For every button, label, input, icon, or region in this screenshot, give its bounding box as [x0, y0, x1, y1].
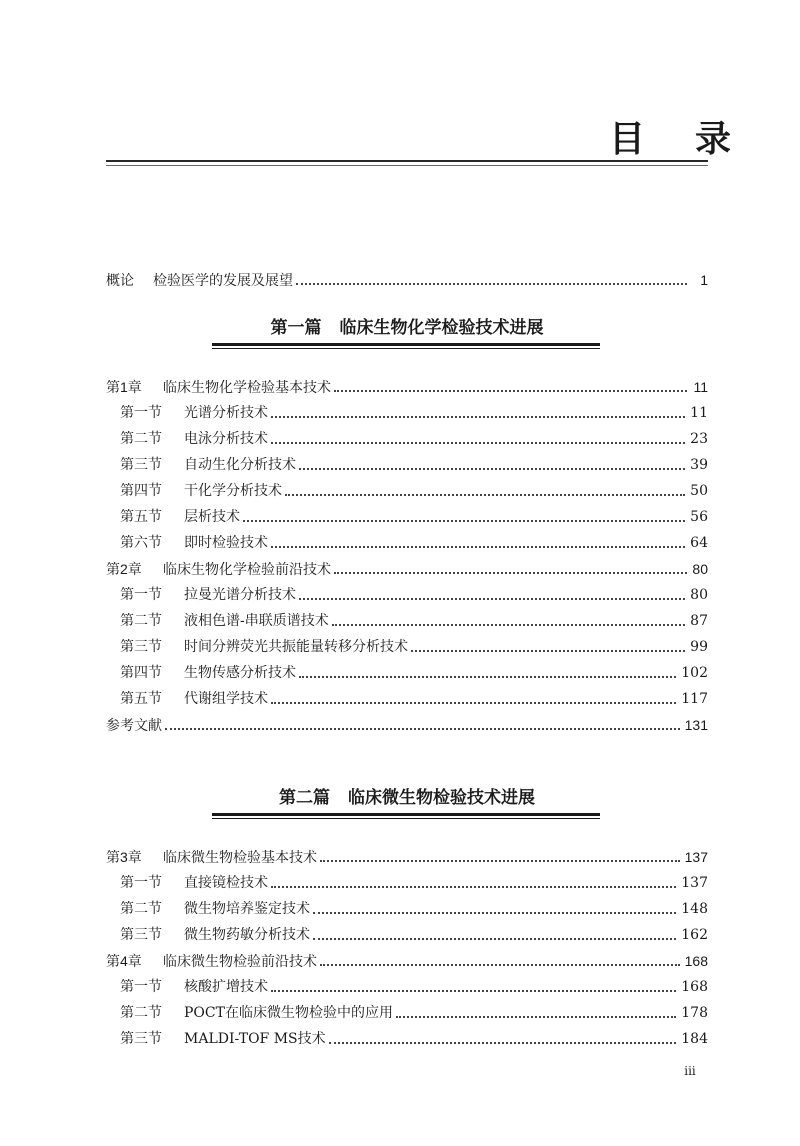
- section-title: 电泳分析技术: [184, 431, 268, 447]
- toc-section[interactable]: [106, 453, 708, 475]
- page-number: 162: [681, 927, 708, 943]
- dot-leader: [334, 390, 687, 392]
- chapter-title: 临床微生物检验前沿技术: [163, 953, 317, 969]
- section-label: 第六节: [120, 535, 162, 551]
- chapter-label: 第2章: [106, 561, 142, 577]
- section-title: 直接镜检技术: [184, 875, 268, 891]
- dot-leader: [271, 546, 685, 548]
- dot-leader: [334, 572, 687, 574]
- toc-section[interactable]: [106, 427, 708, 449]
- dot-leader: [271, 416, 685, 418]
- page-number: 64: [690, 535, 708, 551]
- chapter-label: 第3章: [106, 849, 142, 865]
- dot-leader: [271, 886, 676, 888]
- page-number: 39: [690, 457, 708, 473]
- section-title: 光谱分析技术: [184, 405, 268, 421]
- page-number: 148: [681, 901, 708, 917]
- chapter-label: 第4章: [106, 953, 142, 969]
- entry-title: 检验医学的发展及展望: [153, 272, 293, 288]
- references-title: 参考文献: [106, 717, 162, 733]
- section-label: 第二节: [120, 1005, 162, 1021]
- section-title: 层析技术: [184, 509, 240, 525]
- page-number: 184: [681, 1031, 708, 1047]
- section-label: 第二节: [120, 901, 162, 917]
- page-number: 168: [681, 979, 708, 995]
- toc-section[interactable]: [106, 401, 708, 423]
- section-label: 第三节: [120, 457, 162, 473]
- part-rule-2: [212, 813, 600, 819]
- page-number: 11: [690, 405, 708, 421]
- chapter-label: 第1章: [106, 379, 142, 395]
- part-rule-1: [212, 343, 600, 349]
- section-title: 液相色谱-串联质谱技术: [184, 613, 329, 629]
- chapter-title: 临床生物化学检验基本技术: [163, 379, 331, 395]
- toc-entry-intro[interactable]: [106, 268, 708, 290]
- page-number: 99: [690, 639, 708, 655]
- toc-section[interactable]: [106, 923, 708, 945]
- page-folio: iii: [684, 1064, 696, 1078]
- toc-section[interactable]: [106, 635, 708, 657]
- part-title: 临床微生物检验技术进展: [348, 788, 535, 807]
- entry-label: 概论: [106, 272, 134, 288]
- page-title: 目 录: [609, 118, 752, 159]
- section-title: 自动生化分析技术: [184, 457, 296, 473]
- dot-leader: [332, 624, 685, 626]
- page-number: 87: [690, 613, 708, 629]
- toc-section[interactable]: [106, 609, 708, 631]
- section-title: 微生物药敏分析技术: [184, 927, 310, 943]
- section-title: MALDI-TOF MS技术: [184, 1031, 326, 1047]
- toc-section[interactable]: [106, 687, 708, 709]
- toc-section[interactable]: [106, 897, 708, 919]
- dot-leader: [271, 702, 676, 704]
- dot-leader: [285, 494, 685, 496]
- dot-leader: [296, 283, 687, 285]
- section-label: 第五节: [120, 691, 162, 707]
- section-title: 核酸扩增技术: [184, 979, 268, 995]
- section-label: 第三节: [120, 1031, 162, 1047]
- page-number: 50: [690, 483, 708, 499]
- dot-leader: [271, 442, 685, 444]
- section-title: 即时检验技术: [184, 535, 268, 551]
- toc-chapter-1[interactable]: [106, 375, 708, 397]
- dot-leader: [165, 728, 680, 730]
- dot-leader: [243, 520, 685, 522]
- section-label: 第三节: [120, 927, 162, 943]
- dot-leader: [271, 990, 676, 992]
- dot-leader: [313, 938, 676, 940]
- toc-section[interactable]: [106, 1001, 708, 1023]
- part-heading-1: [106, 317, 708, 339]
- page-number: 102: [681, 665, 708, 681]
- section-title: 代谢组学技术: [184, 691, 268, 707]
- section-title: 干化学分析技术: [184, 483, 282, 499]
- page-number: 131: [684, 717, 708, 733]
- dot-leader: [396, 1016, 676, 1018]
- section-label: 第一节: [120, 587, 162, 603]
- section-label: 第五节: [120, 509, 162, 525]
- section-title: POCT在临床微生物检验中的应用: [184, 1005, 393, 1021]
- section-label: 第四节: [120, 483, 162, 499]
- page-number: 23: [690, 431, 708, 447]
- page-number: 178: [681, 1005, 708, 1021]
- toc-chapter-4[interactable]: [106, 949, 708, 971]
- dot-leader: [299, 598, 685, 600]
- page-number: 56: [690, 509, 708, 525]
- section-title: 微生物培养鉴定技术: [184, 901, 310, 917]
- toc-section[interactable]: [106, 531, 708, 553]
- chapter-title: 临床生物化学检验前沿技术: [163, 561, 331, 577]
- section-title: 拉曼光谱分析技术: [184, 587, 296, 603]
- dot-leader: [299, 468, 685, 470]
- page-number: 117: [681, 691, 708, 707]
- page-number: 1: [700, 272, 708, 288]
- section-label: 第一节: [120, 875, 162, 891]
- toc-section[interactable]: [106, 661, 708, 683]
- toc-section[interactable]: [106, 505, 708, 527]
- toc-chapter-2[interactable]: [106, 557, 708, 579]
- page-number: 137: [684, 849, 708, 865]
- toc-section[interactable]: [106, 479, 708, 501]
- toc-section[interactable]: [106, 871, 708, 893]
- toc-chapter-3[interactable]: [106, 845, 708, 867]
- toc-section[interactable]: [106, 583, 708, 605]
- page-number: 11: [693, 379, 708, 395]
- page-number: 80: [690, 587, 708, 603]
- page-number: 137: [681, 875, 708, 891]
- dot-leader: [299, 676, 676, 678]
- dot-leader: [320, 860, 680, 862]
- section-label: 第二节: [120, 431, 162, 447]
- part-label: 第二篇: [279, 788, 330, 807]
- toc-references[interactable]: [106, 713, 708, 735]
- section-label: 第三节: [120, 639, 162, 655]
- part-title: 临床生物化学检验技术进展: [339, 318, 544, 337]
- page-number: 80: [692, 561, 708, 577]
- part-label: 第一篇: [270, 318, 322, 337]
- dot-leader: [329, 1042, 677, 1044]
- section-label: 第二节: [120, 613, 162, 629]
- toc-section[interactable]: [106, 1027, 708, 1049]
- dot-leader: [313, 912, 676, 914]
- dot-leader: [411, 650, 685, 652]
- section-label: 第四节: [120, 665, 162, 681]
- section-title: 时间分辨荧光共振能量转移分析技术: [184, 639, 408, 655]
- toc-section[interactable]: [106, 975, 708, 997]
- title-rule: [106, 160, 708, 166]
- section-label: 第一节: [120, 979, 162, 995]
- page-number: 168: [684, 953, 708, 969]
- section-title: 生物传感分析技术: [184, 665, 296, 681]
- part-heading-2: [106, 787, 708, 809]
- chapter-title: 临床微生物检验基本技术: [163, 849, 317, 865]
- section-label: 第一节: [120, 405, 162, 421]
- dot-leader: [320, 964, 680, 966]
